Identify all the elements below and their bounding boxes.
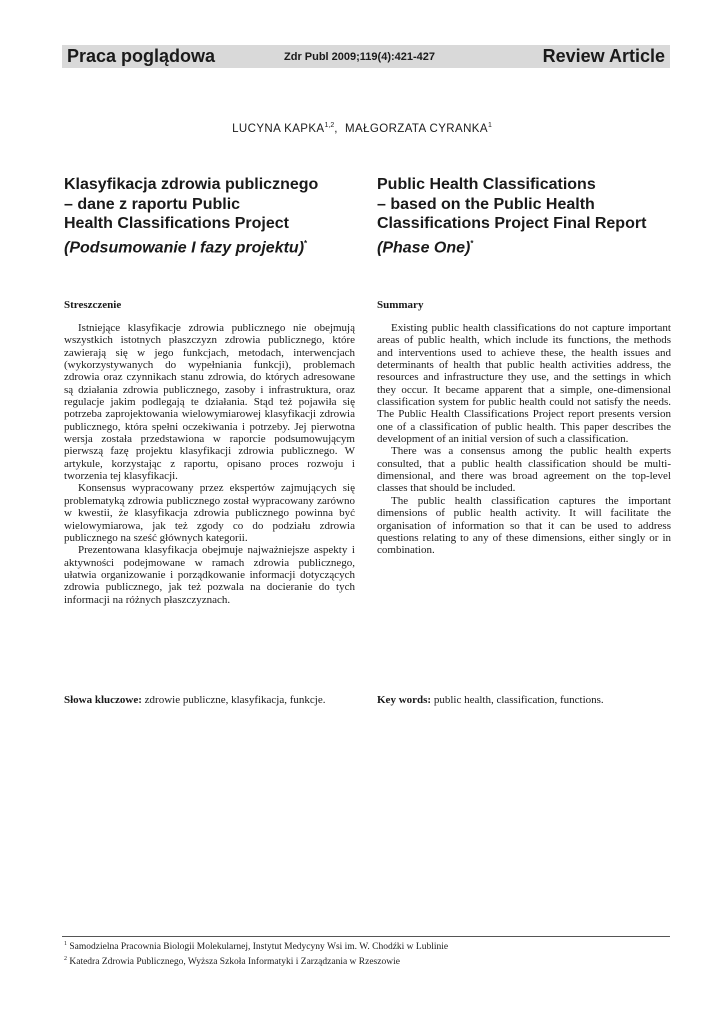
- author-list: [0, 122, 724, 135]
- keywords-text: zdrowie publiczne, klasyfikacja, funkcje.: [141, 694, 326, 706]
- abstract-heading-en: Summary: [377, 299, 424, 311]
- author-name: LUCYNA KAPKA: [232, 122, 325, 135]
- title-line: – dane z raportu Public: [64, 195, 241, 213]
- footnote-text: Samodzielna Pracownia Biologii Molekularnej, Instytut Medycyny Wsi im. W. Chodźki w Lublinie: [67, 942, 449, 953]
- keywords-label: Słowa kluczowe:: [64, 694, 142, 706]
- journal-citation: Zdr Publ 2009;119(4):421-427: [284, 51, 436, 63]
- author-name: MAŁGORZATA CYRANKA: [345, 122, 488, 135]
- abstract-heading-pl: Streszczenie: [64, 299, 122, 311]
- footnote-1: [64, 939, 670, 954]
- abstract-paragraph: Istniejące klasyfikacje zdrowia publicznego nie obejmują wszystkich istotnych płaszczyzn zdrowia publicznego, które zawierają się w jego funkcjach, metodach, interwencjach (wykorzystywanych do wypełniania funkcji), problemach zdrowia oraz czynnikach stanu zdrowia, do których adresowane są działania zdrowia publicznego, zasoby i infrastruktura, oraz regulacje jakim podlegają te działania. Stąd też pojawiła się potrzeba zaprojektowania wielowymiarowej klasyfikacji zdrowia publicznego, która spełni oczekiwania i potrzeby. Jej pierwotna wersja została przedstawiona w raporcie podsumowującym pierwszą fazę projektu klasyfikacji zdrowia publicznego. W artykule, korzystając z raportu, opisano proces rozwoju i tworzenia tej klasyfikacji.: [64, 322, 355, 483]
- title-english: [377, 175, 677, 257]
- abstract-body-en: [377, 322, 671, 557]
- article-type-en: Review Article: [542, 46, 665, 66]
- footnote-marker: 1: [64, 941, 67, 947]
- title-subtitle: (Podsumowanie I fazy projektu): [64, 238, 305, 256]
- title-line: Health Classifications Project: [64, 215, 289, 232]
- abstract-paragraph: Konsensus wypracowany przez ekspertów zajmujących się problematyką zdrowia publicznego został wypracowany zarówno w kwestii, że klasyfikacja zdrowia publicznego powinna być wielowymiarowa, jak też zgody co do podziału zdrowia publicznego na sześć głównych kategorii.: [64, 482, 355, 544]
- title-subtitle: (Phase One): [377, 238, 471, 256]
- footnote-marker: 2: [64, 955, 67, 962]
- title-line: – based on the Public Health: [377, 195, 595, 213]
- journal-header-band: [62, 45, 670, 68]
- affiliation-marker: 1: [487, 122, 492, 129]
- abstract-paragraph: There was a consensus among the public health experts consulted, that a public health classification should be multi-dimensional, and there was broad agreement on the top-level classes that should be included.: [377, 445, 671, 495]
- abstract-paragraph: The public health classification captures the important dimensions of public health activity. It will facilitate the organisation of information so that it can be used to address questions relating to any of these dimensions, either singly or in combination.: [377, 494, 671, 557]
- abstract-paragraph: Prezentowana klasyfikacja obejmuje najważniejsze aspekty i aktywności podejmowane w ramach zdrowia publicznego, ułatwia organizowanie i porządkowanie informacji dotyczących zdrowia publicznego, jak też pozwala na docieranie do tych informacji na różnych płaszczyznach.: [64, 544, 355, 606]
- footnote-marker: *: [470, 238, 474, 248]
- title-polish: [64, 175, 354, 257]
- keywords-label: Key words:: [377, 694, 432, 706]
- article-type-pl: Praca poglądowa: [67, 46, 216, 66]
- footnote-marker: *: [304, 238, 308, 248]
- keywords-en: [377, 694, 604, 706]
- footnote-divider: [62, 936, 670, 937]
- title-line: Public Health Classifications: [377, 176, 596, 193]
- footnotes: [64, 939, 670, 968]
- abstract-paragraph: Existing public health classifications do not capture important areas of public health, which include its functions, the methods and interventions used to achieve these, the health issues and determinants of health that public health activities address, the resources and infrastructure they use, and the settings in which they occur. It became apparent that a simple, one-dimensional classification system for public health could not satisfy the needs. The Public Health Classifications Project report presents version one of a classification of public health. This paper describes the development of an initial version of such a classification.: [377, 322, 671, 446]
- footnote-2: [64, 954, 670, 969]
- footnote-text: Katedra Zdrowia Publicznego, Wyższa Szkoła Informatyki i Zarządzania w Rzeszowie: [67, 956, 400, 967]
- abstract-body-pl: [64, 322, 355, 606]
- title-line: Classifications Project Final Report: [377, 215, 647, 232]
- affiliation-marker: 1,2: [324, 122, 335, 129]
- keywords-pl: [64, 694, 325, 706]
- title-line: Klasyfikacja zdrowia publicznego: [64, 176, 319, 193]
- keywords-text: public health, classification, functions.: [431, 694, 604, 706]
- author-separator: ,: [334, 122, 346, 135]
